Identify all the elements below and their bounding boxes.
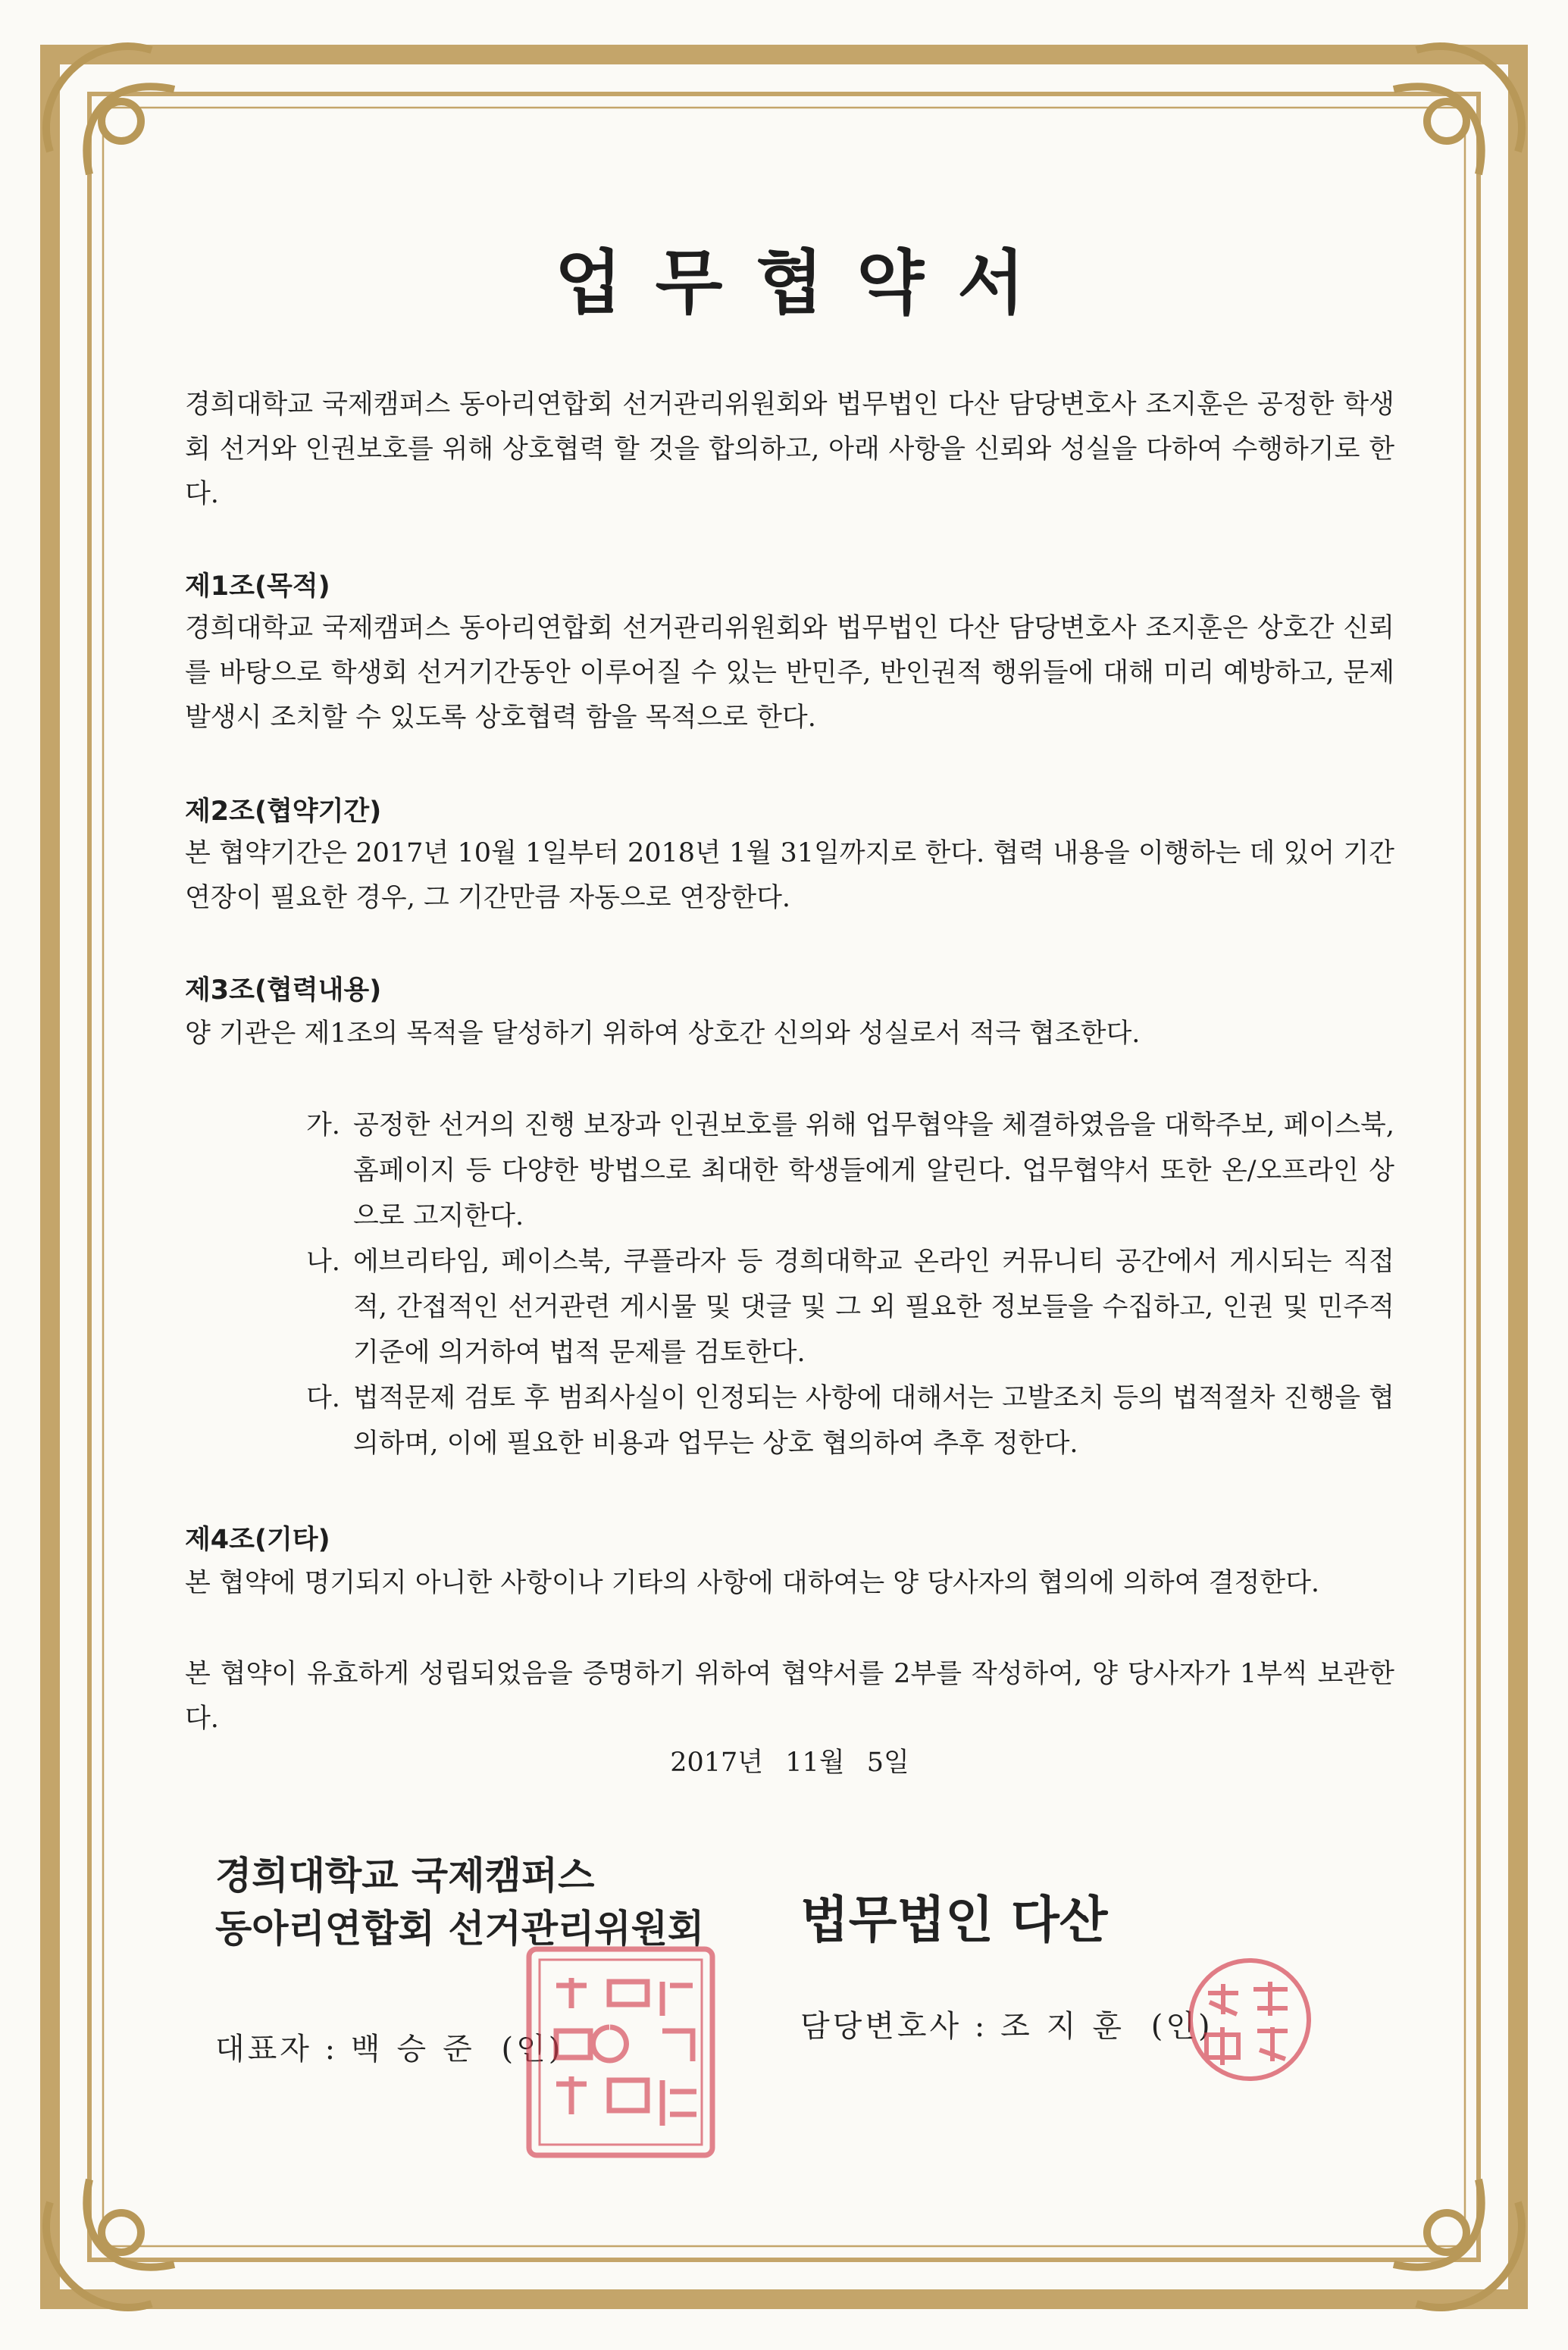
seal-mark: (인) xyxy=(1150,2009,1213,2044)
list-item-text: 공정한 선거의 진행 보장과 인권보호를 위해 업무협약을 체결하였음을 대학주보, 페이스북, 홈페이지 등 다양한 방법으로 최대한 학생들에게 알린다. 업무협약서 또한 온/오프라인 상으로 고지한다. xyxy=(353,1110,1394,1231)
closing-paragraph: 본 협약이 유효하게 성립되었음을 증명하기 위하여 협약서를 2부를 작성하여, 양 당사자가 1부씩 보관한다. xyxy=(185,1659,1394,1734)
article-4-heading: 제4조(기타) xyxy=(185,1525,330,1555)
representative-name: 백승준 xyxy=(350,2032,489,2067)
article-1-heading: 제1조(목적) xyxy=(185,571,330,602)
lawyer-seal-stamp xyxy=(1170,1955,1329,2084)
article-3-heading: 제3조(협력내용) xyxy=(185,975,382,1006)
list-item-marker: 다. xyxy=(306,1383,340,1413)
list-item xyxy=(306,1375,1394,1466)
lawfirm-name: 법무법인 다산 xyxy=(800,1891,1108,1949)
committee-representative-line xyxy=(215,2025,563,2068)
committee-org-line2: 동아리연합회 선거관리위원회 xyxy=(215,1907,705,1951)
agreement-date: 2017년 11월 5일 xyxy=(670,1748,909,1778)
corner-ornament-top-left xyxy=(46,46,174,174)
document-body xyxy=(185,0,1394,2350)
list-item-marker: 나. xyxy=(306,1247,340,1277)
list-item-text: 에브리타임, 페이스북, 쿠플라자 등 경희대학교 온라인 커뮤니티 공간에서 게시되는 직접적, 간접적인 선거관련 게시물 및 댓글 및 그 외 필요한 정보들을 수집하고, 인권 및 민주적 기준에 의거하여 법적 문제를 검토한다. xyxy=(353,1247,1394,1368)
document-title: 업무협약서 xyxy=(554,242,1059,324)
list-item xyxy=(306,1103,1394,1239)
lawyer-name: 조지훈 xyxy=(1000,2009,1139,2044)
corner-ornament-bottom-left xyxy=(46,2179,174,2308)
seal-mark: (인) xyxy=(501,2032,564,2067)
article-4-body: 본 협약에 명기되지 아니한 사항이나 기타의 사항에 대하여는 양 당사자의 협의에 의하여 결정한다. xyxy=(185,1568,1320,1598)
representative-label: 대표자 : xyxy=(215,2032,339,2067)
list-item xyxy=(306,1239,1394,1375)
lawyer-label: 담당변호사 : xyxy=(800,2009,988,2044)
intro-paragraph: 경희대학교 국제캠퍼스 동아리연합회 선거관리위원회와 법무법인 다산 담당변호사 조지훈은 공정한 학생회 선거와 인권보호를 위해 상호협력 할 것을 합의하고, 아래 사항을 신뢰와 성실을 다하여 수행하기로 한다. xyxy=(185,390,1394,509)
article-2-heading: 제2조(협약기간) xyxy=(185,796,382,827)
corner-ornament-bottom-right xyxy=(1394,2179,1522,2308)
committee-seal-stamp xyxy=(518,1940,723,2167)
article-2-body: 본 협약기간은 2017년 10월 1일부터 2018년 1월 31일까지로 한다. 협력 내용을 이행하는 데 있어 기간연장이 필요한 경우, 그 기간만큼 자동으로 연장한다. xyxy=(185,838,1394,913)
list-item-marker: 가. xyxy=(306,1110,340,1141)
committee-signature-org xyxy=(215,1849,704,1955)
lawyer-signature-line xyxy=(800,2002,1213,2045)
corner-ornament-top-right xyxy=(1394,46,1522,174)
article-3-body: 양 기관은 제1조의 목적을 달성하기 위하여 상호간 신의와 성실로서 적극 협조한다. xyxy=(185,1019,1141,1049)
committee-org-line1: 경희대학교 국제캠퍼스 xyxy=(215,1854,595,1898)
article-1-body: 경희대학교 국제캠퍼스 동아리연합회 선거관리위원회와 법무법인 다산 담당변호사 조지훈은 상호간 신뢰를 바탕으로 학생회 선거기간동안 이루어질 수 있는 반민주, 반인권적 행위들에 대해 미리 예방하고, 문제 발생시 조치할 수 있도록 상호협력 함을 목적으로 한다. xyxy=(185,613,1394,733)
article-3-item-list xyxy=(306,1103,1394,1466)
list-item-text: 법적문제 검토 후 범죄사실이 인정되는 사항에 대해서는 고발조치 등의 법적절차 진행을 협의하며, 이에 필요한 비용과 업무는 상호 협의하여 추후 정한다. xyxy=(353,1383,1394,1459)
